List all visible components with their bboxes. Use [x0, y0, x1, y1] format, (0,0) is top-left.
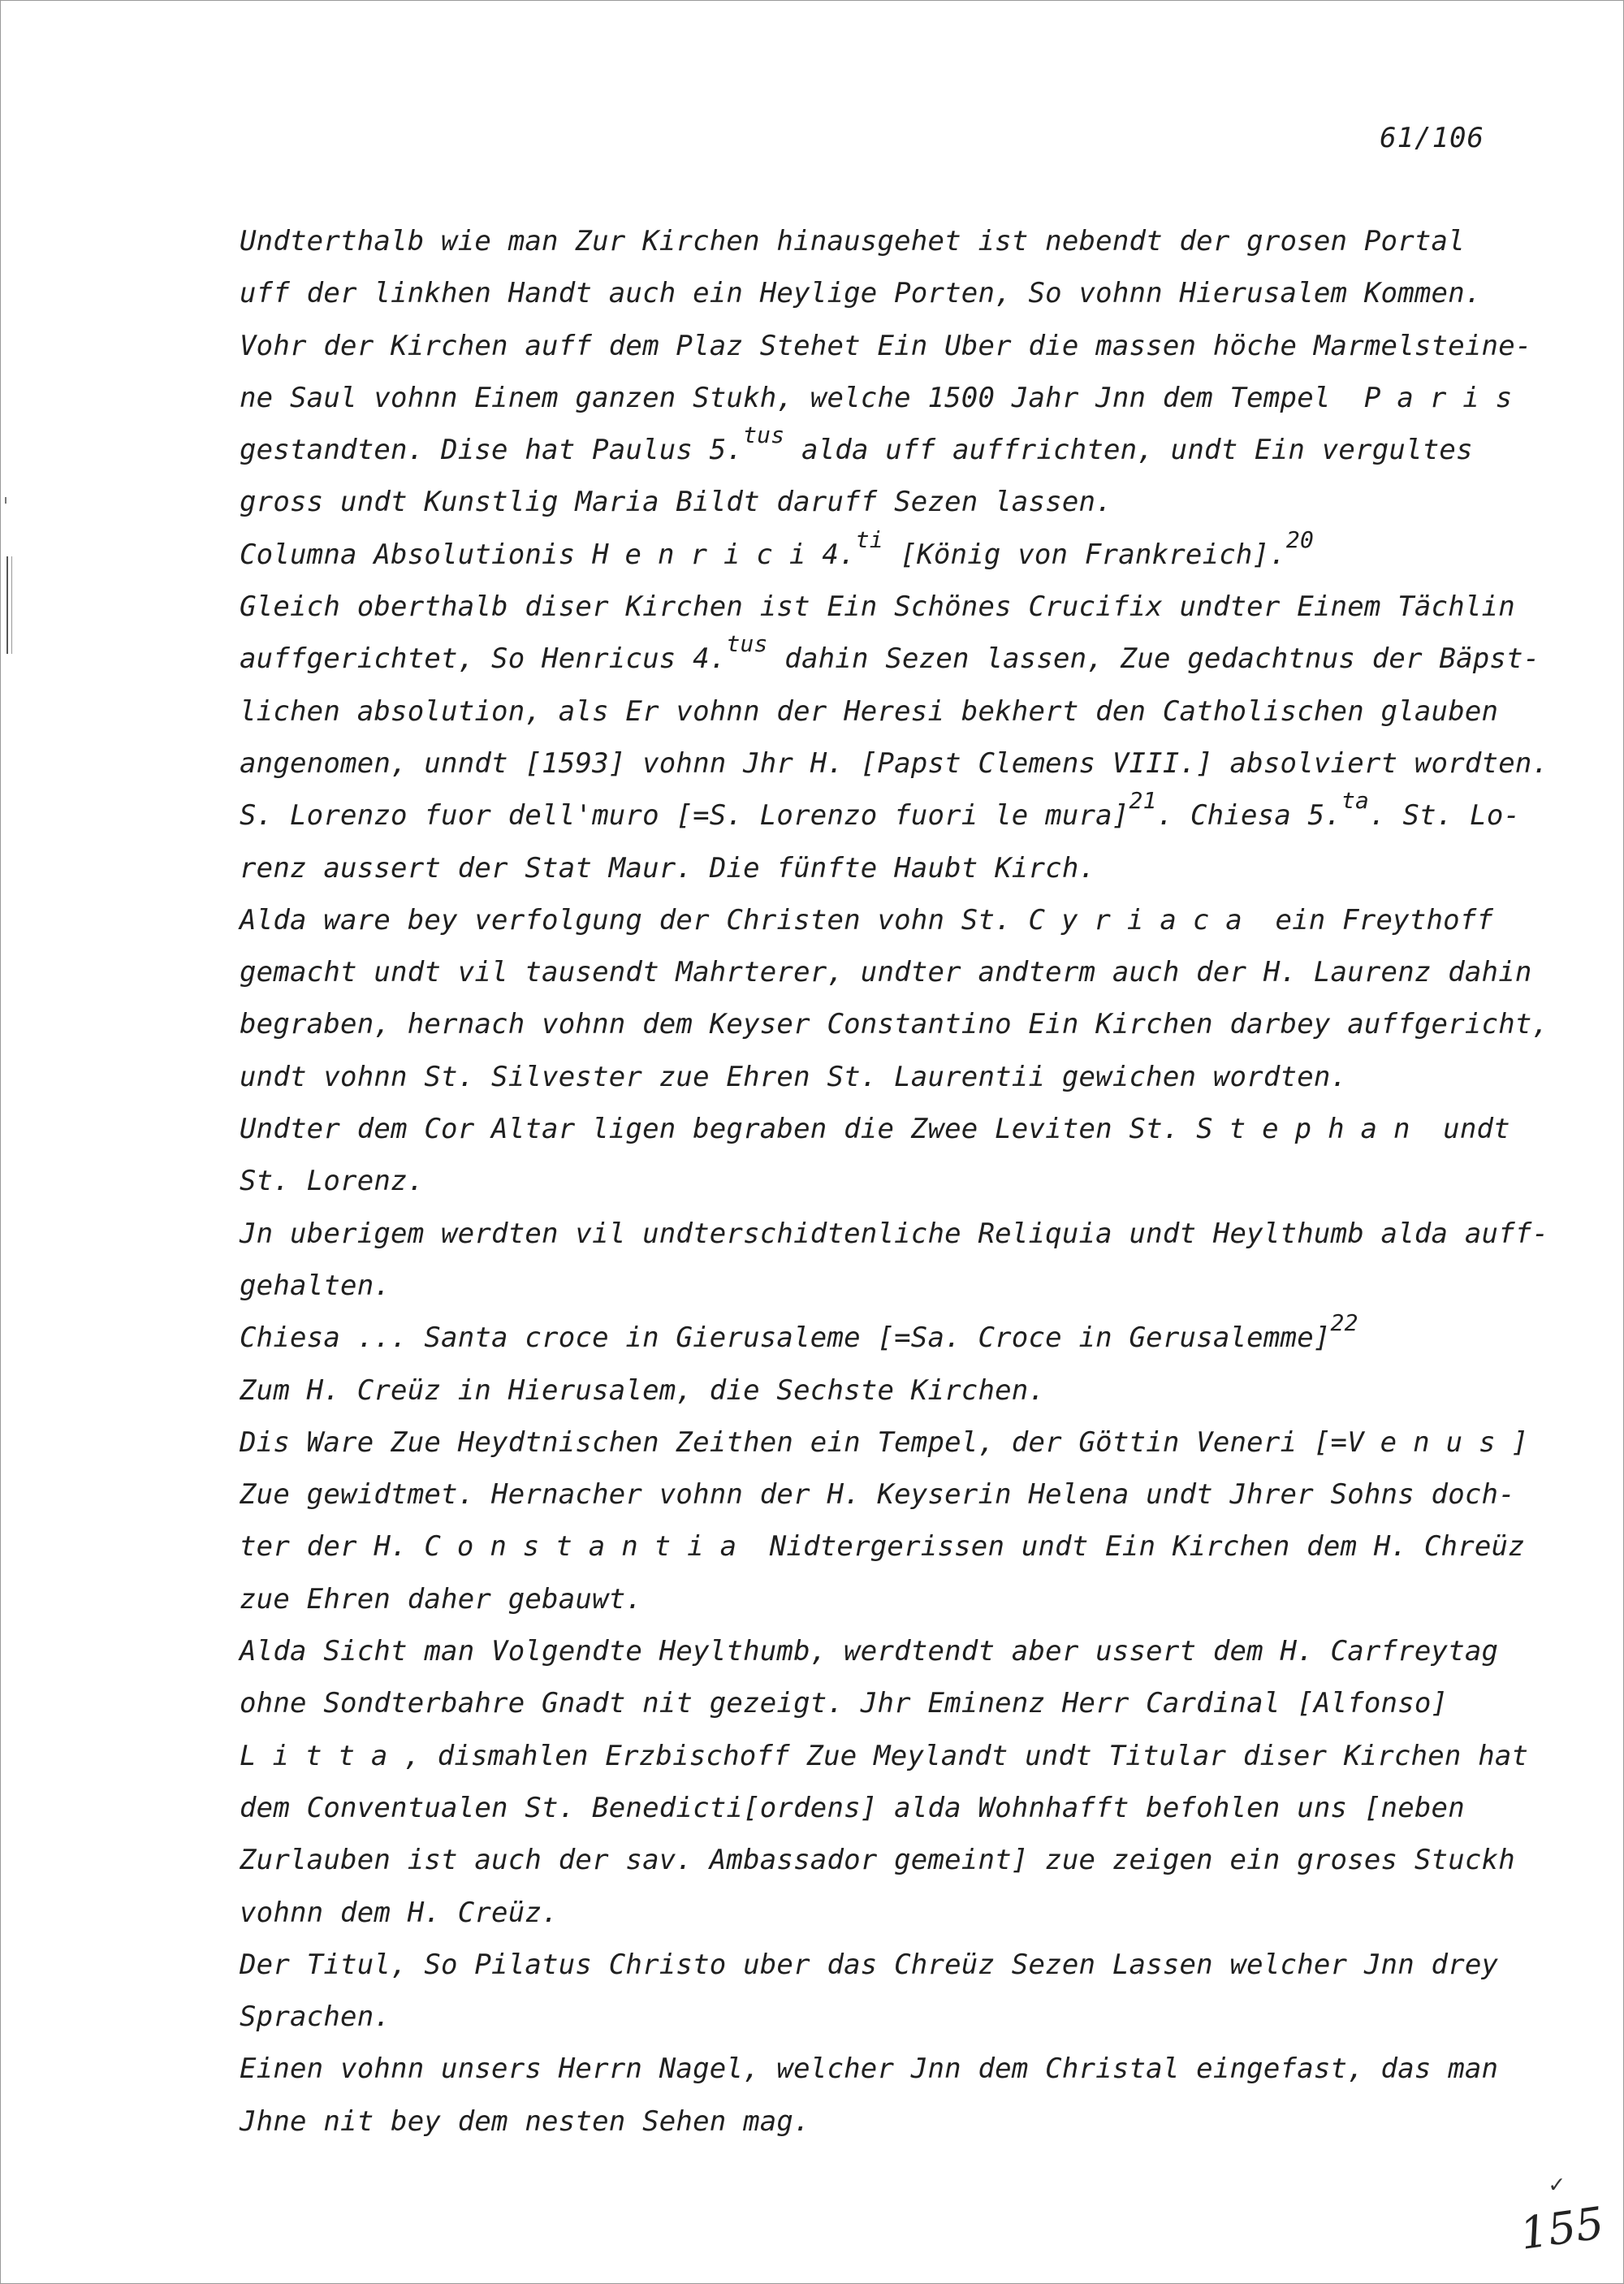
text-run: gemacht undt vil tausendt Mahrterer, undter andterm auch der H. Laurenz dahin [240, 956, 1532, 989]
superscript: ti [855, 526, 883, 553]
text-run: renz aussert der Stat Maur. Die fünfte Haubt Kirch. [240, 851, 1096, 885]
text-run: . St. Lo- [1369, 799, 1521, 833]
text-run: Dis Ware Zue Heydtnischen Zeithen ein Tempel, der Göttin Veneri [= [240, 1425, 1348, 1459]
text-run: Alda ware bey verfolgung der Christen vohn St. [240, 903, 1029, 937]
text-run: Undterthalb wie man Zur Kirchen hinausgehet ist nebendt der grosen Portal [240, 225, 1465, 257]
text-line [240, 1103, 1539, 1155]
text-line [240, 630, 1540, 685]
text-line [240, 1677, 1539, 1729]
text-run: ] [1511, 1425, 1529, 1459]
text-run: Gleich oberthalb diser Kirchen ist Ein Schönes Crucifix undter Einem Tächlin [240, 590, 1515, 624]
scan-edge-mark [6, 556, 12, 654]
text-line [240, 581, 1539, 633]
text-run: Chiesa ... Santa croce in Gierusaleme [=Sa. Croce in Gerusalemme] [240, 1322, 1331, 1355]
spaced-name: Paris [1363, 381, 1529, 414]
text-run: ohne Sondterbahre Gnadt nit gezeigt. Jhr Eminenz Herr Cardinal [Alfonso] [240, 1687, 1449, 1720]
text-run: St. Lorenz. [240, 1165, 425, 1198]
text-line [240, 1208, 1549, 1260]
text-line [240, 789, 1539, 841]
spaced-name: Stephan [1196, 1113, 1427, 1146]
text-line [240, 1469, 1539, 1521]
superscript: tus [743, 422, 785, 449]
text-line [240, 424, 1539, 476]
text-line [240, 1887, 1539, 1939]
spaced-name: Litta [240, 1739, 404, 1772]
text-line [240, 1782, 1539, 1834]
text-line [240, 738, 1549, 789]
text-line [240, 1991, 1539, 2043]
text-run: gross undt Kunstlig Maria Bildt daruff Sezen lassen. [240, 486, 1112, 519]
text-run: vohnn dem H. Creüz. [240, 1896, 559, 1929]
text-run: Einen vohnn unsers Herrn Nagel, welcher Jnn dem Christal eingefast, das man [240, 2053, 1499, 2086]
text-line [240, 998, 1549, 1050]
text-line [240, 1260, 1539, 1312]
text-line [240, 1365, 1539, 1417]
archive-number: 155 [1517, 2197, 1607, 2260]
text-run: Sprachen. [240, 2001, 391, 2034]
text-run: undt [1426, 1113, 1510, 1146]
text-line [240, 1417, 1539, 1469]
text-line [240, 267, 1539, 319]
text-run: alda uff auffrichten, undt Ein vergultes [784, 434, 1473, 467]
transcription-text [240, 215, 1549, 2148]
text-run: gestandten. Dise hat Paulus 5. [240, 434, 744, 467]
superscript: ta [1341, 787, 1370, 815]
text-line [240, 1834, 1539, 1886]
superscript: 20 [1285, 526, 1315, 553]
text-run: , dismahlen Erzbischoff Zue Meylandt undt Titular diser Kirchen hat [404, 1739, 1529, 1772]
spaced-name: Henrici [592, 538, 823, 571]
text-run: gehalten. [240, 1269, 391, 1302]
text-run: Jhne nit bey dem nesten Sehen mag. [240, 2104, 810, 2138]
text-run: Nidtergerissen undt Ein Kirchen dem H. Chreüz [753, 1530, 1525, 1564]
text-run: Alda Sicht man Volgendte Heylthumb, werdtendt aber ussert dem H. Carfreytag [240, 1635, 1499, 1668]
text-run: dem Conventualen St. Benedicti[ordens] alda Wohnhafft befohlen uns [neben [240, 1791, 1465, 1824]
spaced-name: Constantia [424, 1530, 754, 1564]
text-run: Undter dem Cor Altar ligen begraben die Zwee Leviten St. [240, 1113, 1197, 1146]
text-line [240, 1521, 1539, 1572]
text-run: dahin Sezen lassen, Zue gedachtnus der Bäpst- [767, 642, 1540, 676]
text-line [240, 1939, 1539, 1991]
text-line [240, 2043, 1539, 2095]
text-line [240, 946, 1539, 998]
text-run: . Chiesa 5. [1156, 799, 1341, 833]
text-run: ter der H. [240, 1530, 425, 1564]
text-run: auffgerichtet, So Henricus 4. [240, 642, 727, 676]
text-line [240, 320, 1539, 372]
text-run: undt vohnn St. Silvester zue Ehren St. Laurentii gewichen wordten. [240, 1060, 1348, 1093]
scan-edge-dot [5, 497, 6, 504]
text-run: Columna Absolutionis [240, 538, 593, 571]
text-line [240, 1051, 1539, 1103]
superscript: tus [726, 630, 768, 658]
text-run: Zue gewidtmet. Hernacher vohnn der H. Keyserin Helena undt Jhrer Sohns doch- [240, 1478, 1515, 1512]
text-line [240, 1309, 1539, 1364]
text-line [240, 476, 1539, 528]
text-run: Zum H. Creüz in Hierusalem, die Sechste Kirchen. [240, 1373, 1046, 1407]
text-line [240, 372, 1539, 424]
page-number: 61/106 [1380, 122, 1484, 154]
text-line [240, 526, 1539, 581]
text-line [240, 1573, 1539, 1625]
text-line [240, 1155, 1539, 1207]
text-line [240, 842, 1539, 894]
text-line [240, 215, 1539, 267]
superscript: 21 [1129, 787, 1157, 815]
text-run: [König von Frankreich]. [883, 538, 1286, 571]
text-run: uff der linkhen Handt auch ein Heylige Porten, So vohnn Hierusalem Kommen. [240, 277, 1482, 310]
text-run: ein Freythoff [1258, 903, 1494, 937]
text-line [240, 2096, 1539, 2148]
text-run: 4. [822, 538, 856, 571]
text-run: begraben, hernach vohnn dem Keyser Constantino Ein Kirchen darbey auffgericht, [240, 1008, 1549, 1041]
text-run: Zurlauben ist auch der sav. Ambassador gemeint] zue zeigen ein groses Stuckh [240, 1844, 1515, 1877]
text-run: lichen absolution, als Er vohnn der Heresi bekhert den Catholischen glauben [240, 694, 1499, 728]
text-run: S. Lorenzo fuor dell'muro [=S. Lorenzo fuori le mura] [240, 799, 1129, 833]
spaced-name: Cyriaca [1028, 903, 1259, 937]
text-line [240, 1625, 1539, 1677]
text-run: Jn uberigem werdten vil undterschidtenliche Reliquia undt Heylthumb alda auff- [240, 1217, 1549, 1250]
spaced-name: Venus [1347, 1425, 1512, 1459]
text-run: Der Titul, So Pilatus Christo uber das Chreüz Sezen Lassen welcher Jnn drey [240, 1948, 1499, 1981]
text-line [240, 1730, 1539, 1782]
text-line [240, 894, 1539, 946]
text-run: angenomen, unndt [1593] vohnn Jhr H. [Papst Clemens VIII.] absolviert wordten. [240, 746, 1549, 780]
superscript: 22 [1330, 1309, 1358, 1337]
check-mark: ✓ [1549, 2170, 1565, 2199]
text-run: zue Ehren daher gebauwt. [240, 1582, 643, 1616]
text-run: Vohr der Kirchen auff dem Plaz Stehet Ein Uber die massen höche Marmelsteine- [240, 329, 1532, 362]
text-run: ne Saul vohnn Einem ganzen Stukh, welche 1500 Jahr Jnn dem Tempel [240, 381, 1364, 414]
text-line [240, 686, 1539, 738]
